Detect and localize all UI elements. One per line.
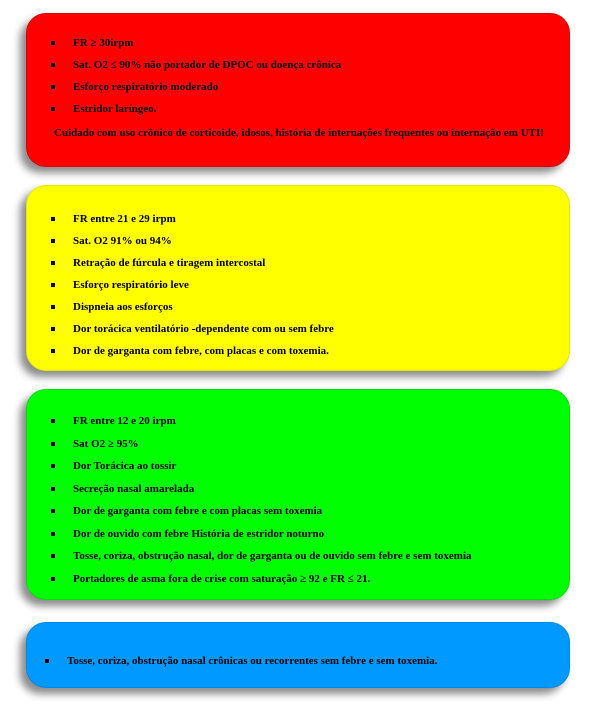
red-criteria-list (49, 32, 549, 120)
list-item: Sat. O2 ≤ 90% não portador de DPOC ou doença crônica (49, 54, 549, 76)
list-item: Tosse, coriza, obstrução nasal crônicas ou recorrentes sem febre e sem toxemia. (43, 653, 549, 669)
list-item: FR entre 21 e 29 irpm (49, 208, 549, 230)
list-item: Dor torácica ventilatório -dependente com ou sem febre (49, 318, 549, 340)
list-item: Dispneia aos esforços (49, 296, 549, 318)
list-item: Secreção nasal amarelada (49, 478, 549, 501)
blue-priority-box (26, 622, 570, 688)
list-item: Dor de garganta com febre e com placas sem toxemia (49, 500, 549, 523)
yellow-priority-box (26, 185, 570, 371)
list-item: FR ≥ 30irpm (49, 32, 549, 54)
list-item: Sat. O2 91% ou 94% (49, 230, 549, 252)
list-item: Esforço respiratório moderado (49, 76, 549, 98)
green-priority-box (26, 389, 570, 600)
list-item: FR entre 12 e 20 irpm (49, 410, 549, 433)
list-item: Dor de garganta com febre, com placas e com toxemia. (49, 340, 549, 362)
list-item: Retração de fúrcula e tiragem intercostal (49, 252, 549, 274)
list-item: Dor de ouvido com febre História de estridor noturno (49, 523, 549, 546)
green-criteria-list (49, 410, 549, 590)
red-warning-note: Cuidado com uso crônico de corticoide, idosos, história de internações frequentes ou internação em UTI! (54, 127, 544, 139)
list-item: Estridor laríngeo. (49, 98, 549, 120)
list-item: Sat O2 ≥ 95% (49, 433, 549, 456)
list-item: Dor Torácica ao tossir (49, 455, 549, 478)
red-priority-box (26, 13, 570, 167)
list-item: Esforço respiratório leve (49, 274, 549, 296)
list-item: Portadores de asma fora de crise com saturação ≥ 92 e FR ≤ 21. (49, 568, 549, 591)
yellow-criteria-list (49, 208, 549, 362)
list-item: Tosse, coriza, obstrução nasal, dor de garganta ou de ouvido sem febre e sem toxemia (49, 545, 549, 568)
blue-criteria-list (43, 653, 549, 669)
